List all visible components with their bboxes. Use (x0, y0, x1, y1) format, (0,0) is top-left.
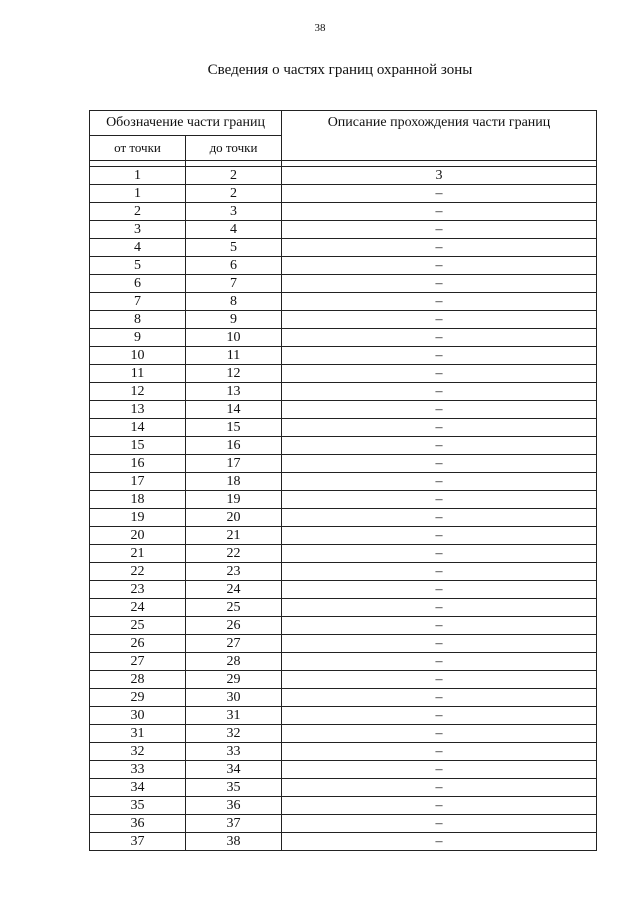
to-point-cell: 12 (186, 365, 282, 383)
to-point-cell: 35 (186, 779, 282, 797)
description-cell: – (282, 599, 597, 617)
to-point-cell: 24 (186, 581, 282, 599)
designation-group-header: Обозначение части границ (90, 111, 282, 136)
from-point-cell: 29 (90, 689, 186, 707)
table-row (90, 563, 597, 581)
table-row (90, 815, 597, 833)
from-point-cell: 33 (90, 761, 186, 779)
table-row (90, 635, 597, 653)
description-cell: – (282, 527, 597, 545)
table-row (90, 239, 597, 257)
table-row (90, 455, 597, 473)
boundary-parts-table (89, 110, 597, 851)
column-number-row (90, 167, 597, 185)
description-cell: – (282, 833, 597, 851)
from-point-cell: 4 (90, 239, 186, 257)
table-row (90, 383, 597, 401)
table-row (90, 689, 597, 707)
table-row (90, 743, 597, 761)
description-cell: – (282, 383, 597, 401)
from-point-cell: 27 (90, 653, 186, 671)
description-cell: – (282, 509, 597, 527)
from-point-cell: 30 (90, 707, 186, 725)
column-number-1: 1 (90, 167, 186, 185)
table-row (90, 275, 597, 293)
table-row (90, 653, 597, 671)
table-body (90, 185, 597, 851)
table-row (90, 509, 597, 527)
description-cell: – (282, 491, 597, 509)
to-point-cell: 3 (186, 203, 282, 221)
table-row (90, 185, 597, 203)
table-row (90, 329, 597, 347)
from-point-cell: 20 (90, 527, 186, 545)
to-point-cell: 8 (186, 293, 282, 311)
to-point-cell: 10 (186, 329, 282, 347)
description-cell: – (282, 401, 597, 419)
to-point-cell: 37 (186, 815, 282, 833)
from-point-cell: 8 (90, 311, 186, 329)
to-point-cell: 16 (186, 437, 282, 455)
table-row (90, 347, 597, 365)
to-point-cell: 9 (186, 311, 282, 329)
description-cell: – (282, 635, 597, 653)
from-point-cell: 11 (90, 365, 186, 383)
to-point-cell: 36 (186, 797, 282, 815)
table-row (90, 257, 597, 275)
to-point-cell: 6 (186, 257, 282, 275)
from-point-cell: 26 (90, 635, 186, 653)
description-cell: – (282, 311, 597, 329)
description-cell: – (282, 617, 597, 635)
from-point-cell: 9 (90, 329, 186, 347)
table-row (90, 491, 597, 509)
table-row (90, 617, 597, 635)
table-row (90, 437, 597, 455)
table-row (90, 599, 597, 617)
description-cell: – (282, 455, 597, 473)
table-row (90, 401, 597, 419)
description-cell: – (282, 329, 597, 347)
to-point-cell: 26 (186, 617, 282, 635)
table-row (90, 203, 597, 221)
from-point-cell: 5 (90, 257, 186, 275)
from-point-cell: 3 (90, 221, 186, 239)
from-point-cell: 17 (90, 473, 186, 491)
from-point-cell: 31 (90, 725, 186, 743)
table-row (90, 707, 597, 725)
from-point-cell: 6 (90, 275, 186, 293)
table-row (90, 671, 597, 689)
table-row (90, 293, 597, 311)
to-point-cell: 7 (186, 275, 282, 293)
from-point-cell: 32 (90, 743, 186, 761)
description-cell: – (282, 365, 597, 383)
column-number-2: 2 (186, 167, 282, 185)
to-point-cell: 27 (186, 635, 282, 653)
to-point-cell: 30 (186, 689, 282, 707)
description-cell: – (282, 725, 597, 743)
description-column-header: Описание прохождения части границ (282, 111, 597, 161)
to-point-cell: 23 (186, 563, 282, 581)
from-point-cell: 36 (90, 815, 186, 833)
table-row (90, 725, 597, 743)
to-point-cell: 13 (186, 383, 282, 401)
table-row (90, 365, 597, 383)
description-cell: – (282, 653, 597, 671)
from-point-cell: 37 (90, 833, 186, 851)
from-point-cell: 10 (90, 347, 186, 365)
from-point-cell: 13 (90, 401, 186, 419)
from-point-cell: 21 (90, 545, 186, 563)
to-point-cell: 29 (186, 671, 282, 689)
from-point-cell: 1 (90, 185, 186, 203)
from-point-column-header: от точки (90, 136, 186, 161)
description-cell: – (282, 743, 597, 761)
description-cell: – (282, 293, 597, 311)
from-point-cell: 15 (90, 437, 186, 455)
description-cell: – (282, 203, 597, 221)
from-point-cell: 7 (90, 293, 186, 311)
from-point-cell: 23 (90, 581, 186, 599)
to-point-cell: 22 (186, 545, 282, 563)
to-point-cell: 32 (186, 725, 282, 743)
to-point-cell: 19 (186, 491, 282, 509)
description-cell: – (282, 419, 597, 437)
table-row (90, 221, 597, 239)
table-row (90, 545, 597, 563)
description-cell: – (282, 473, 597, 491)
column-number-3: 3 (282, 167, 597, 185)
description-cell: – (282, 563, 597, 581)
from-point-cell: 24 (90, 599, 186, 617)
to-point-cell: 2 (186, 185, 282, 203)
description-cell: – (282, 671, 597, 689)
to-point-cell: 18 (186, 473, 282, 491)
from-point-cell: 25 (90, 617, 186, 635)
to-point-cell: 21 (186, 527, 282, 545)
table-row (90, 527, 597, 545)
from-point-cell: 28 (90, 671, 186, 689)
from-point-cell: 34 (90, 779, 186, 797)
from-point-cell: 12 (90, 383, 186, 401)
from-point-cell: 2 (90, 203, 186, 221)
description-cell: – (282, 581, 597, 599)
to-point-cell: 31 (186, 707, 282, 725)
to-point-column-header: до точки (186, 136, 282, 161)
to-point-cell: 5 (186, 239, 282, 257)
from-point-cell: 22 (90, 563, 186, 581)
to-point-cell: 4 (186, 221, 282, 239)
description-cell: – (282, 239, 597, 257)
from-point-cell: 35 (90, 797, 186, 815)
from-point-cell: 14 (90, 419, 186, 437)
table-row (90, 311, 597, 329)
description-cell: – (282, 221, 597, 239)
to-point-cell: 38 (186, 833, 282, 851)
to-point-cell: 14 (186, 401, 282, 419)
from-point-cell: 18 (90, 491, 186, 509)
table-row (90, 581, 597, 599)
description-cell: – (282, 761, 597, 779)
table-row (90, 473, 597, 491)
table-row (90, 797, 597, 815)
from-point-cell: 16 (90, 455, 186, 473)
table-row (90, 779, 597, 797)
description-cell: – (282, 689, 597, 707)
description-cell: – (282, 257, 597, 275)
to-point-cell: 28 (186, 653, 282, 671)
page-number: 38 (314, 22, 326, 34)
description-cell: – (282, 707, 597, 725)
description-cell: – (282, 797, 597, 815)
description-cell: – (282, 347, 597, 365)
table-row (90, 761, 597, 779)
description-cell: – (282, 275, 597, 293)
table-row (90, 419, 597, 437)
description-cell: – (282, 545, 597, 563)
description-cell: – (282, 437, 597, 455)
document-title: Сведения о частях границ охранной зоны (207, 62, 473, 78)
to-point-cell: 17 (186, 455, 282, 473)
to-point-cell: 34 (186, 761, 282, 779)
from-point-cell: 19 (90, 509, 186, 527)
to-point-cell: 33 (186, 743, 282, 761)
description-cell: – (282, 779, 597, 797)
description-cell: – (282, 185, 597, 203)
to-point-cell: 20 (186, 509, 282, 527)
to-point-cell: 11 (186, 347, 282, 365)
to-point-cell: 25 (186, 599, 282, 617)
description-cell: – (282, 815, 597, 833)
table-row (90, 833, 597, 851)
to-point-cell: 15 (186, 419, 282, 437)
